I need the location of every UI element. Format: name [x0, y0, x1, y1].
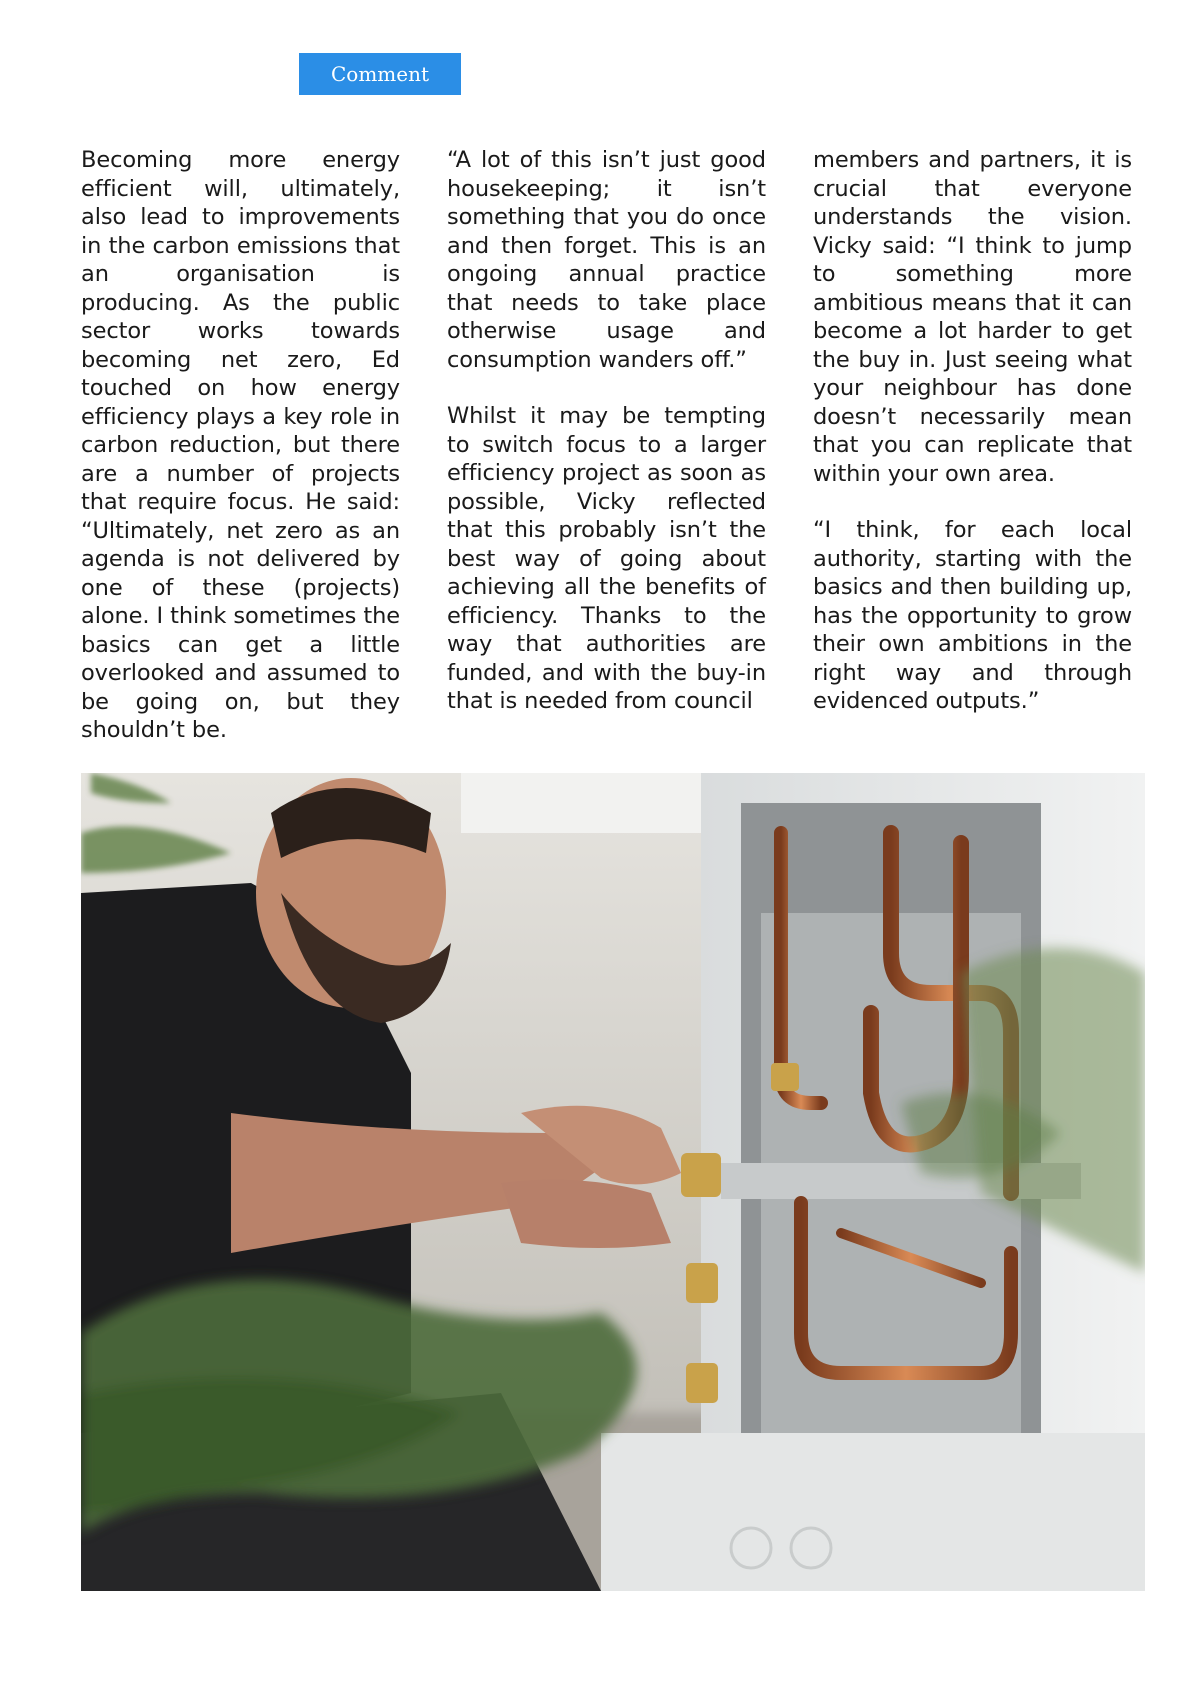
- article-column-1: [81, 146, 400, 773]
- paragraph: members and partners, it is crucial that everyone understands the vision. Vicky said: “I think to jump to something more ambitious means that it can become a lot harder to get the buy in. Just seeing what your neighbour has done doesn’t necessarily mean that you can replicate that within your own area.: [813, 147, 1132, 487]
- article-photo: [81, 773, 1145, 1591]
- heat-pump-photo-illustration: [81, 773, 1145, 1591]
- paragraph: Becoming more energy efficient will, ultimately, also lead to improvements in the carbon emissions that an organisation is producing. As the public sector works towards becoming net zero, Ed touched on how energy efficiency plays a key role in carbon reduction, but there are a number of projects that require focus. He said: “Ultimately, net zero as an agenda is not delivered by one of these (projects) alone. I think sometimes the basics can get a little overlooked and assumed to be going on, but they shouldn’t be.: [81, 147, 400, 743]
- article-columns: [81, 146, 1133, 773]
- article-column-3: [813, 146, 1132, 773]
- paragraph: Whilst it may be tempting to switch focus to a larger efficiency project as soon as possible, Vicky reflected that this probably isn’t the best way of going about achieving all the benefits of efficiency. Thanks to the way that authorities are funded, and with the buy-in that is needed from council: [447, 403, 766, 714]
- section-tag: Comment: [299, 53, 461, 95]
- paragraph: “A lot of this isn’t just good housekeeping; it isn’t something that you do once and then forget. This is an ongoing annual practice that needs to take place otherwise usage and consumption wanders off.”: [447, 147, 766, 373]
- paragraph: “I think, for each local authority, starting with the basics and then building up, has the opportunity to grow their own ambitions in the right way and through evidenced outputs.”: [813, 517, 1132, 714]
- article-column-2: [447, 146, 766, 773]
